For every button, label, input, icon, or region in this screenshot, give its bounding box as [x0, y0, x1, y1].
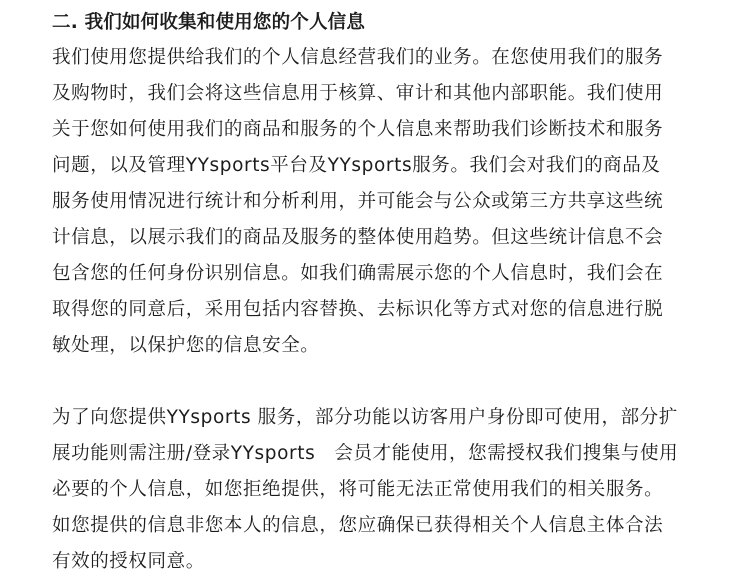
paragraph-line: 计信息，以展示我们的商品及服务的整体使用趋势。但这些统计信息不会 — [52, 227, 664, 248]
paragraph-line: 展功能则需注册/登录YYsports 会员才能使用，您需授权我们搜集与使用 — [52, 443, 679, 464]
paragraph-membership — [52, 400, 700, 580]
paragraph-line: 关于您如何使用我们的商品和服务的个人信息来帮助我们诊断技术和服务 — [52, 119, 664, 140]
paragraph-line: 我们使用您提供给我们的个人信息经营我们的业务。在您使用我们的服务 — [52, 47, 664, 68]
paragraph-line: 有效的授权同意。 — [52, 551, 205, 572]
paragraph-line: 包含您的任何身份识别信息。如我们确需展示您的个人信息时，我们会在 — [52, 263, 664, 284]
paragraph-line: 取得您的同意后，采用包括内容替换、去标识化等方式对您的信息进行脱 — [52, 299, 664, 320]
paragraph-data-usage — [52, 40, 700, 364]
paragraph-line: 为了向您提供YYsports 服务，部分功能以访客用户身份即可使用，部分扩 — [52, 407, 678, 428]
paragraph-spacer — [52, 364, 700, 400]
paragraph-line: 如您提供的信息非您本人的信息，您应确保已获得相关个人信息主体合法 — [52, 515, 664, 536]
paragraph-line: 及购物时，我们会将这些信息用于核算、审计和其他内部职能。我们使用 — [52, 83, 664, 104]
section-heading: 二. 我们如何收集和使用您的个人信息 — [52, 12, 366, 33]
paragraph-line: 必要的个人信息，如您拒绝提供，将可能无法正常使用我们的相关服务。 — [52, 479, 664, 500]
paragraph-line: 敏处理，以保护您的信息安全。 — [52, 335, 320, 356]
paragraph-line: 服务使用情况进行统计和分析利用，并可能会与公众或第三方共享这些统 — [52, 191, 664, 212]
paragraph-line: 问题，以及管理YYsports平台及YYsports服务。我们会对我们的商品及 — [52, 155, 661, 176]
